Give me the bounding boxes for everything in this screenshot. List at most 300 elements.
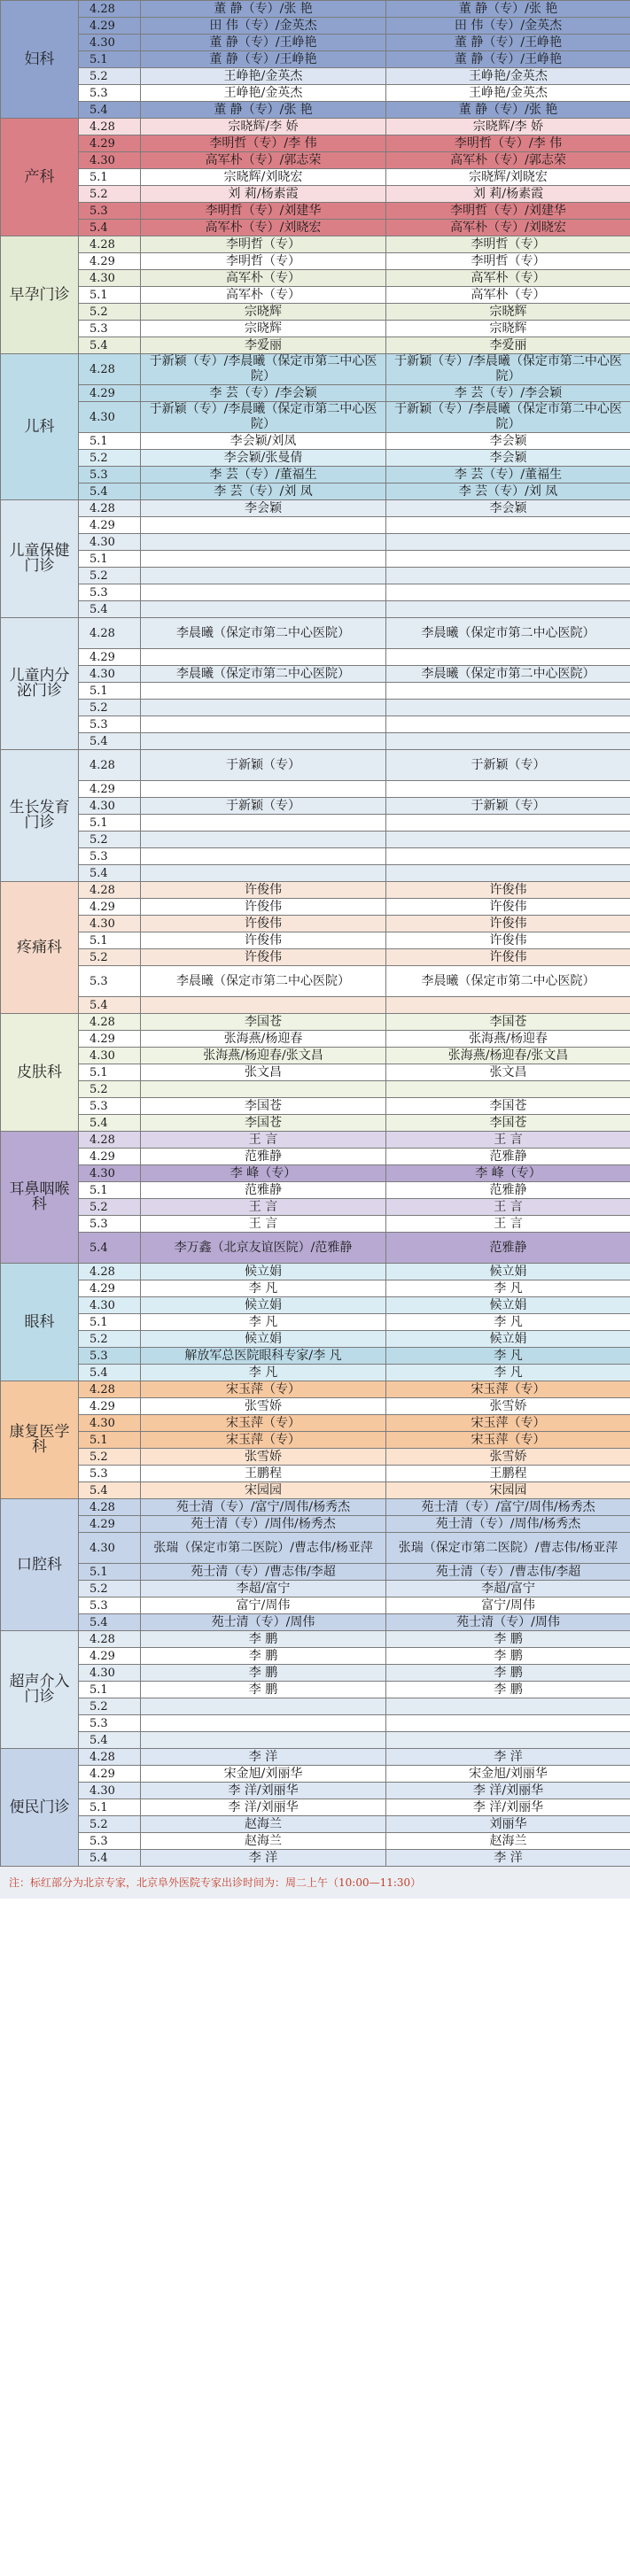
afternoon-doctor-cell xyxy=(386,1081,630,1098)
schedule-row xyxy=(1,1331,630,1348)
schedule-row xyxy=(1,1715,630,1732)
morning-doctor-cell: 候立娟 xyxy=(141,1297,386,1314)
schedule-row xyxy=(1,35,630,51)
date-cell: 5.2 xyxy=(79,1816,141,1833)
schedule-row xyxy=(1,997,630,1014)
date-cell: 5.1 xyxy=(79,551,141,568)
afternoon-doctor-cell: 宋玉萍（专） xyxy=(386,1432,630,1449)
department-name: 儿童内分泌门诊 xyxy=(1,618,79,750)
afternoon-doctor-cell xyxy=(386,781,630,798)
schedule-row xyxy=(1,1581,630,1597)
afternoon-doctor-cell: 宋金旭/刘丽华 xyxy=(386,1766,630,1783)
schedule-row xyxy=(1,899,630,916)
schedule-row xyxy=(1,1132,630,1149)
schedule-row xyxy=(1,882,630,899)
afternoon-doctor-cell: 宋玉萍（专） xyxy=(386,1415,630,1432)
department-name: 皮肤科 xyxy=(1,1014,79,1132)
morning-doctor-cell: 候立娟 xyxy=(141,1331,386,1348)
afternoon-doctor-cell xyxy=(386,534,630,551)
morning-doctor-cell: 李 峰（专） xyxy=(141,1165,386,1182)
schedule-row xyxy=(1,500,630,517)
morning-doctor-cell: 李 芸（专）/董福生 xyxy=(141,467,386,483)
morning-doctor-cell: 宗晓辉 xyxy=(141,321,386,337)
date-cell: 5.1 xyxy=(79,1564,141,1581)
date-cell: 4.30 xyxy=(79,1048,141,1064)
morning-doctor-cell: 李 芸（专）/刘 凤 xyxy=(141,483,386,500)
date-cell: 4.28 xyxy=(79,1,141,18)
morning-doctor-cell: 张海燕/杨迎春 xyxy=(141,1031,386,1048)
date-cell: 4.28 xyxy=(79,1631,141,1648)
morning-doctor-cell: 董 静（专）/张 艳 xyxy=(141,1,386,18)
date-cell: 5.3 xyxy=(79,1833,141,1850)
date-cell: 5.2 xyxy=(79,949,141,966)
afternoon-doctor-cell: 李爱丽 xyxy=(386,337,630,354)
afternoon-doctor-cell: 董 静（专）/张 艳 xyxy=(386,1,630,18)
afternoon-doctor-cell: 李 凡 xyxy=(386,1280,630,1297)
afternoon-doctor-cell: 李 鹏 xyxy=(386,1665,630,1682)
date-cell: 5.4 xyxy=(79,997,141,1014)
schedule-row xyxy=(1,683,630,700)
afternoon-doctor-cell: 李国苍 xyxy=(386,1115,630,1132)
morning-doctor-cell: 李明哲（专） xyxy=(141,253,386,270)
date-cell: 5.4 xyxy=(79,601,141,618)
date-cell: 5.1 xyxy=(79,815,141,832)
afternoon-doctor-cell: 李 鹏 xyxy=(386,1682,630,1698)
morning-doctor-cell xyxy=(141,781,386,798)
date-cell: 4.29 xyxy=(79,385,141,402)
date-cell: 5.1 xyxy=(79,1314,141,1331)
date-cell: 5.1 xyxy=(79,433,141,450)
date-cell: 5.2 xyxy=(79,68,141,85)
schedule-row xyxy=(1,1264,630,1280)
schedule-row xyxy=(1,1833,630,1850)
morning-doctor-cell: 刘 莉/杨素霞 xyxy=(141,186,386,203)
morning-doctor-cell: 高军朴（专）/郭志荣 xyxy=(141,152,386,169)
afternoon-doctor-cell: 于新颖（专）/李晨曦（保定市第二中心医院） xyxy=(386,354,630,385)
afternoon-doctor-cell: 李 鹏 xyxy=(386,1631,630,1648)
date-cell: 4.28 xyxy=(79,1014,141,1031)
schedule-row xyxy=(1,832,630,848)
date-cell: 5.4 xyxy=(79,1233,141,1264)
morning-doctor-cell: 解放军总医院眼科专家/李 凡 xyxy=(141,1348,386,1365)
morning-doctor-cell: 李国苍 xyxy=(141,1014,386,1031)
morning-doctor-cell: 于新颖（专） xyxy=(141,750,386,781)
afternoon-doctor-cell: 李 芸（专）/刘 凤 xyxy=(386,483,630,500)
afternoon-doctor-cell: 李明哲（专） xyxy=(386,236,630,253)
morning-doctor-cell: 李明哲（专） xyxy=(141,236,386,253)
afternoon-doctor-cell: 宗晓辉/刘晓宏 xyxy=(386,169,630,186)
schedule-row xyxy=(1,733,630,750)
date-cell: 4.30 xyxy=(79,798,141,815)
morning-doctor-cell: 富宁/周伟 xyxy=(141,1597,386,1614)
morning-doctor-cell xyxy=(141,815,386,832)
schedule-row xyxy=(1,1732,630,1749)
afternoon-doctor-cell: 李 凡 xyxy=(386,1314,630,1331)
afternoon-doctor-cell: 于新颖（专） xyxy=(386,750,630,781)
morning-doctor-cell xyxy=(141,649,386,666)
date-cell: 4.29 xyxy=(79,18,141,35)
department-name: 妇科 xyxy=(1,1,79,119)
schedule-row xyxy=(1,1233,630,1264)
afternoon-doctor-cell xyxy=(386,700,630,716)
date-cell: 5.3 xyxy=(79,85,141,102)
morning-doctor-cell: 高军朴（专）/刘晓宏 xyxy=(141,220,386,236)
afternoon-doctor-cell: 李 凡 xyxy=(386,1365,630,1381)
schedule-row xyxy=(1,1415,630,1432)
afternoon-doctor-cell xyxy=(386,865,630,882)
afternoon-doctor-cell: 候立娟 xyxy=(386,1264,630,1280)
morning-doctor-cell: 宋玉萍（专） xyxy=(141,1432,386,1449)
date-cell: 5.4 xyxy=(79,1850,141,1867)
date-cell: 4.29 xyxy=(79,1398,141,1415)
afternoon-doctor-cell xyxy=(386,1732,630,1749)
morning-doctor-cell xyxy=(141,1081,386,1098)
date-cell: 4.29 xyxy=(79,781,141,798)
morning-doctor-cell: 于新颖（专）/李晨曦（保定市第二中心医院） xyxy=(141,354,386,385)
morning-doctor-cell: 苑士清（专）/周伟/杨秀杰 xyxy=(141,1516,386,1533)
date-cell: 5.2 xyxy=(79,568,141,584)
date-cell: 4.29 xyxy=(79,1149,141,1165)
date-cell: 5.1 xyxy=(79,169,141,186)
morning-doctor-cell xyxy=(141,534,386,551)
morning-doctor-cell xyxy=(141,1715,386,1732)
afternoon-doctor-cell: 高军朴（专）/刘晓宏 xyxy=(386,220,630,236)
schedule-row xyxy=(1,85,630,102)
afternoon-doctor-cell: 许俊伟 xyxy=(386,932,630,949)
schedule-row xyxy=(1,1482,630,1499)
schedule-row xyxy=(1,236,630,253)
morning-doctor-cell xyxy=(141,997,386,1014)
date-cell: 4.28 xyxy=(79,750,141,781)
department-name: 疼痛科 xyxy=(1,882,79,1014)
date-cell: 5.1 xyxy=(79,287,141,304)
afternoon-doctor-cell: 张海燕/杨迎春 xyxy=(386,1031,630,1048)
date-cell: 5.2 xyxy=(79,1081,141,1098)
afternoon-doctor-cell: 王 言 xyxy=(386,1199,630,1216)
schedule-row xyxy=(1,152,630,169)
date-cell: 5.3 xyxy=(79,1715,141,1732)
date-cell: 5.4 xyxy=(79,102,141,119)
afternoon-doctor-cell xyxy=(386,601,630,618)
afternoon-doctor-cell xyxy=(386,848,630,865)
morning-doctor-cell: 范雅静 xyxy=(141,1149,386,1165)
morning-doctor-cell: 李晨曦（保定市第二中心医院） xyxy=(141,618,386,649)
morning-doctor-cell: 李爱丽 xyxy=(141,337,386,354)
afternoon-doctor-cell: 王 言 xyxy=(386,1132,630,1149)
afternoon-doctor-cell xyxy=(386,1698,630,1715)
schedule-row xyxy=(1,385,630,402)
schedule-row xyxy=(1,102,630,119)
date-cell: 4.30 xyxy=(79,1415,141,1432)
morning-doctor-cell: 李国苍 xyxy=(141,1115,386,1132)
date-cell: 4.28 xyxy=(79,1381,141,1398)
date-cell: 4.28 xyxy=(79,1132,141,1149)
afternoon-doctor-cell: 张瑞（保定市第二医院）/曹志伟/杨亚萍 xyxy=(386,1533,630,1564)
afternoon-doctor-cell: 苑士清（专）/周伟 xyxy=(386,1614,630,1631)
morning-doctor-cell: 李 凡 xyxy=(141,1314,386,1331)
afternoon-doctor-cell: 赵海兰 xyxy=(386,1833,630,1850)
schedule-row xyxy=(1,1280,630,1297)
morning-doctor-cell xyxy=(141,683,386,700)
date-cell: 5.3 xyxy=(79,1216,141,1233)
date-cell: 5.1 xyxy=(79,683,141,700)
morning-doctor-cell: 高军朴（专） xyxy=(141,287,386,304)
schedule-row xyxy=(1,1631,630,1648)
morning-doctor-cell: 董 静（专）/王峥艳 xyxy=(141,35,386,51)
date-cell: 5.2 xyxy=(79,1331,141,1348)
date-cell: 5.1 xyxy=(79,1432,141,1449)
morning-doctor-cell xyxy=(141,1698,386,1715)
morning-doctor-cell: 李 鹏 xyxy=(141,1631,386,1648)
schedule-row xyxy=(1,1031,630,1048)
schedule-row xyxy=(1,1348,630,1365)
schedule-row xyxy=(1,1432,630,1449)
date-cell: 5.3 xyxy=(79,1348,141,1365)
afternoon-doctor-cell: 刘丽华 xyxy=(386,1816,630,1833)
schedule-row xyxy=(1,1783,630,1799)
afternoon-doctor-cell: 高军朴（专） xyxy=(386,270,630,287)
date-cell: 5.2 xyxy=(79,832,141,848)
department-name: 产科 xyxy=(1,119,79,236)
schedule-row xyxy=(1,1564,630,1581)
schedule-row xyxy=(1,1182,630,1199)
morning-doctor-cell: 宋玉萍（专） xyxy=(141,1415,386,1432)
morning-doctor-cell xyxy=(141,517,386,534)
afternoon-doctor-cell: 李 芸（专）/李会颖 xyxy=(386,385,630,402)
date-cell: 5.3 xyxy=(79,584,141,601)
date-cell: 4.29 xyxy=(79,1280,141,1297)
date-cell: 4.28 xyxy=(79,1749,141,1766)
schedule-row xyxy=(1,781,630,798)
schedule-row xyxy=(1,517,630,534)
morning-doctor-cell: 张文昌 xyxy=(141,1064,386,1081)
date-cell: 5.3 xyxy=(79,1098,141,1115)
date-cell: 4.29 xyxy=(79,517,141,534)
date-cell: 4.30 xyxy=(79,35,141,51)
afternoon-doctor-cell: 李明哲（专） xyxy=(386,253,630,270)
afternoon-doctor-cell: 范雅静 xyxy=(386,1233,630,1264)
morning-doctor-cell: 李 鹏 xyxy=(141,1682,386,1698)
afternoon-doctor-cell: 高军朴（专） xyxy=(386,287,630,304)
schedule-row xyxy=(1,848,630,865)
date-cell: 4.28 xyxy=(79,882,141,899)
afternoon-doctor-cell xyxy=(386,568,630,584)
afternoon-doctor-cell: 李 峰（专） xyxy=(386,1165,630,1182)
date-cell: 5.4 xyxy=(79,483,141,500)
date-cell: 5.2 xyxy=(79,1449,141,1466)
afternoon-doctor-cell: 范雅静 xyxy=(386,1182,630,1199)
date-cell: 4.30 xyxy=(79,270,141,287)
afternoon-doctor-cell xyxy=(386,551,630,568)
morning-doctor-cell: 李会颖/刘凤 xyxy=(141,433,386,450)
morning-doctor-cell: 李国苍 xyxy=(141,1098,386,1115)
afternoon-doctor-cell: 候立娟 xyxy=(386,1297,630,1314)
schedule-row xyxy=(1,1850,630,1867)
schedule-row xyxy=(1,534,630,551)
afternoon-doctor-cell: 许俊伟 xyxy=(386,899,630,916)
schedule-row xyxy=(1,1314,630,1331)
date-cell: 5.4 xyxy=(79,865,141,882)
date-cell: 5.3 xyxy=(79,1597,141,1614)
date-cell: 4.28 xyxy=(79,1499,141,1516)
date-cell: 5.2 xyxy=(79,1199,141,1216)
schedule-row xyxy=(1,1466,630,1482)
afternoon-doctor-cell: 李会颖 xyxy=(386,450,630,467)
schedule-row xyxy=(1,253,630,270)
schedule-row xyxy=(1,1816,630,1833)
schedule-row xyxy=(1,1499,630,1516)
department-name: 生长发育门诊 xyxy=(1,750,79,882)
morning-doctor-cell: 李 洋 xyxy=(141,1749,386,1766)
afternoon-doctor-cell: 苑士清（专）/富宁/周伟/杨秀杰 xyxy=(386,1499,630,1516)
afternoon-doctor-cell: 宋玉萍（专） xyxy=(386,1381,630,1398)
schedule-row xyxy=(1,649,630,666)
afternoon-doctor-cell: 张雪娇 xyxy=(386,1449,630,1466)
schedule-row xyxy=(1,1115,630,1132)
date-cell: 5.2 xyxy=(79,450,141,467)
schedule-row xyxy=(1,932,630,949)
afternoon-doctor-cell xyxy=(386,584,630,601)
afternoon-doctor-cell: 张文昌 xyxy=(386,1064,630,1081)
morning-doctor-cell: 李明哲（专）/刘建华 xyxy=(141,203,386,220)
date-cell: 5.3 xyxy=(79,1466,141,1482)
afternoon-doctor-cell: 李晨曦（保定市第二中心医院） xyxy=(386,666,630,683)
morning-doctor-cell: 苑士清（专）/富宁/周伟/杨秀杰 xyxy=(141,1499,386,1516)
schedule-row xyxy=(1,716,630,733)
morning-doctor-cell: 李 洋/刘丽华 xyxy=(141,1783,386,1799)
date-cell: 5.2 xyxy=(79,1581,141,1597)
department-name: 口腔科 xyxy=(1,1499,79,1631)
afternoon-doctor-cell: 李超/富宁 xyxy=(386,1581,630,1597)
afternoon-doctor-cell: 范雅静 xyxy=(386,1149,630,1165)
date-cell: 5.4 xyxy=(79,337,141,354)
afternoon-doctor-cell: 于新颖（专） xyxy=(386,798,630,815)
department-name: 早孕门诊 xyxy=(1,236,79,354)
schedule-row xyxy=(1,18,630,35)
schedule-row xyxy=(1,51,630,68)
date-cell: 4.30 xyxy=(79,1533,141,1564)
schedule-row xyxy=(1,1216,630,1233)
schedule-row xyxy=(1,1766,630,1783)
afternoon-doctor-cell: 李 洋/刘丽华 xyxy=(386,1799,630,1816)
afternoon-doctor-cell: 宗晓辉 xyxy=(386,321,630,337)
schedule-row xyxy=(1,1749,630,1766)
date-cell: 5.2 xyxy=(79,1698,141,1715)
morning-doctor-cell xyxy=(141,848,386,865)
date-cell: 4.30 xyxy=(79,152,141,169)
schedule-row xyxy=(1,551,630,568)
date-cell: 4.29 xyxy=(79,1516,141,1533)
morning-doctor-cell: 董 静（专）/王峥艳 xyxy=(141,51,386,68)
schedule-row xyxy=(1,1682,630,1698)
date-cell: 5.2 xyxy=(79,700,141,716)
date-cell: 4.29 xyxy=(79,899,141,916)
schedule-row xyxy=(1,1,630,18)
morning-doctor-cell: 王 言 xyxy=(141,1216,386,1233)
morning-doctor-cell: 李万鑫（北京友谊医院）/范雅静 xyxy=(141,1233,386,1264)
schedule-row xyxy=(1,916,630,932)
date-cell: 4.28 xyxy=(79,354,141,385)
schedule-row xyxy=(1,467,630,483)
afternoon-doctor-cell xyxy=(386,733,630,750)
afternoon-doctor-cell: 许俊伟 xyxy=(386,882,630,899)
schedule-row xyxy=(1,354,630,385)
morning-doctor-cell: 张瑞（保定市第二医院）/曹志伟/杨亚萍 xyxy=(141,1533,386,1564)
date-cell: 4.30 xyxy=(79,1665,141,1682)
afternoon-doctor-cell: 李会颖 xyxy=(386,500,630,517)
afternoon-doctor-cell: 田 伟（专）/金英杰 xyxy=(386,18,630,35)
date-cell: 5.1 xyxy=(79,932,141,949)
date-cell: 4.30 xyxy=(79,916,141,932)
afternoon-doctor-cell: 宗晓辉 xyxy=(386,304,630,321)
schedule-row xyxy=(1,203,630,220)
schedule-row xyxy=(1,584,630,601)
afternoon-doctor-cell xyxy=(386,997,630,1014)
schedule-row xyxy=(1,700,630,716)
afternoon-doctor-cell: 苑士清（专）/周伟/杨秀杰 xyxy=(386,1516,630,1533)
footnote: 注：标红部分为北京专家，北京阜外医院专家出诊时间为：周二上午（10:00—11:30） xyxy=(0,1867,630,1899)
date-cell: 4.29 xyxy=(79,1766,141,1783)
morning-doctor-cell: 王鹏程 xyxy=(141,1466,386,1482)
date-cell: 5.1 xyxy=(79,51,141,68)
afternoon-doctor-cell: 李明哲（专）/刘建华 xyxy=(386,203,630,220)
morning-doctor-cell xyxy=(141,601,386,618)
schedule-row xyxy=(1,1098,630,1115)
morning-doctor-cell: 宗晓辉 xyxy=(141,304,386,321)
department-name: 眼科 xyxy=(1,1264,79,1381)
schedule-row xyxy=(1,1799,630,1816)
morning-doctor-cell: 张雪娇 xyxy=(141,1398,386,1415)
schedule-row xyxy=(1,1165,630,1182)
morning-doctor-cell: 李晨曦（保定市第二中心医院） xyxy=(141,666,386,683)
morning-doctor-cell: 许俊伟 xyxy=(141,882,386,899)
afternoon-doctor-cell xyxy=(386,1715,630,1732)
schedule-row xyxy=(1,270,630,287)
date-cell: 5.4 xyxy=(79,1732,141,1749)
date-cell: 5.3 xyxy=(79,203,141,220)
date-cell: 5.3 xyxy=(79,848,141,865)
schedule-row xyxy=(1,815,630,832)
date-cell: 4.28 xyxy=(79,618,141,649)
schedule-row xyxy=(1,666,630,683)
date-cell: 4.29 xyxy=(79,253,141,270)
afternoon-doctor-cell: 李晨曦（保定市第二中心医院） xyxy=(386,966,630,997)
afternoon-doctor-cell: 李会颖 xyxy=(386,433,630,450)
afternoon-doctor-cell: 李国苍 xyxy=(386,1098,630,1115)
afternoon-doctor-cell: 宋园园 xyxy=(386,1482,630,1499)
afternoon-doctor-cell: 刘 莉/杨素霞 xyxy=(386,186,630,203)
date-cell: 4.30 xyxy=(79,666,141,683)
schedule-row xyxy=(1,1048,630,1064)
schedule-row xyxy=(1,949,630,966)
morning-doctor-cell: 赵海兰 xyxy=(141,1833,386,1850)
date-cell: 5.3 xyxy=(79,966,141,997)
morning-doctor-cell: 于新颖（专）/李晨曦（保定市第二中心医院） xyxy=(141,402,386,433)
morning-doctor-cell: 候立娟 xyxy=(141,1264,386,1280)
morning-doctor-cell: 李会颖/张曼倩 xyxy=(141,450,386,467)
afternoon-doctor-cell: 张雪娇 xyxy=(386,1398,630,1415)
afternoon-doctor-cell xyxy=(386,649,630,666)
date-cell: 4.30 xyxy=(79,1783,141,1799)
afternoon-doctor-cell xyxy=(386,815,630,832)
schedule-row xyxy=(1,1199,630,1216)
morning-doctor-cell: 许俊伟 xyxy=(141,932,386,949)
morning-doctor-cell: 李明哲（专）/李 伟 xyxy=(141,135,386,152)
date-cell: 5.1 xyxy=(79,1799,141,1816)
morning-doctor-cell: 宋金旭/刘丽华 xyxy=(141,1766,386,1783)
morning-doctor-cell xyxy=(141,716,386,733)
department-name: 康复医学科 xyxy=(1,1381,79,1499)
